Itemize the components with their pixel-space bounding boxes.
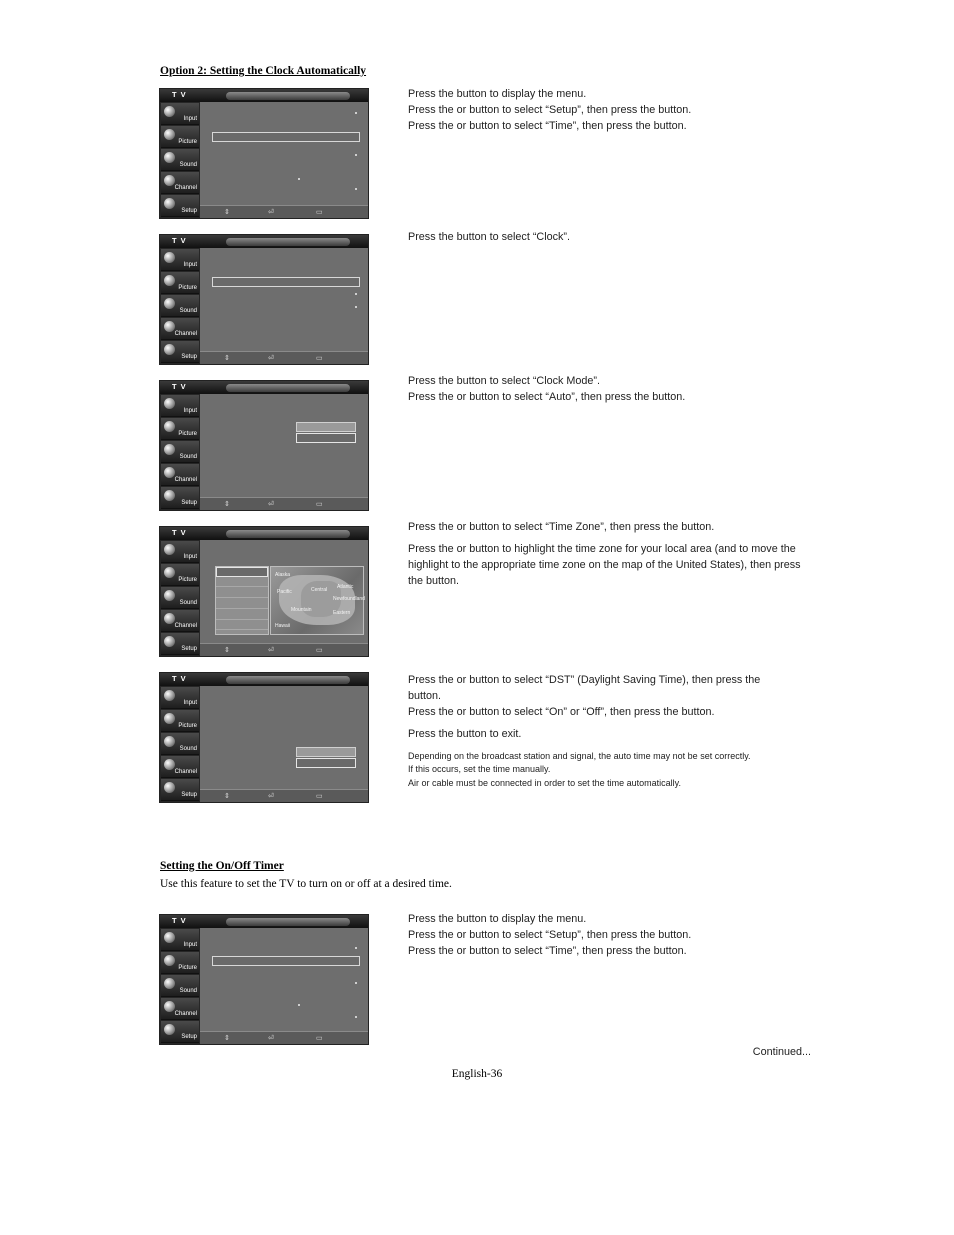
return-icon: ▭ [316,501,323,508]
note-line: Air or cable must be connected in order to set the time automatically. [408,778,681,788]
tv-menu-item-setup [161,487,199,509]
tv-menu-item-label: Input [183,700,197,706]
tv-menu-header [160,381,368,394]
time-zone-list-selected [216,567,268,577]
tv-menu-sidebar [160,248,200,364]
tv-menu-sidebar [160,394,200,510]
map-label: Newfoundland [333,596,365,602]
tv-menu-item-label: Channel [174,1011,197,1017]
tv-menu-header [160,673,368,686]
map-label: Mountain [291,607,312,613]
tv-menu-footer [200,643,368,657]
section-title-timer: Setting the On/Off Timer [160,860,284,872]
option-box-selected [296,433,356,443]
tv-menu-label: T V [172,382,187,391]
tv-menu-item-channel [161,464,199,486]
step-block-5-exit [408,727,818,743]
sound-icon [164,590,175,601]
step-block-6 [408,912,818,959]
input-icon [164,932,175,943]
tv-menu-item-setup [161,195,199,217]
tv-menu-content [200,686,368,789]
tv-menu-item-setup [161,1021,199,1043]
tv-menu-item-label: Sound [179,162,197,168]
tv-menu-item-input [161,541,199,563]
tv-menu-content [200,928,368,1031]
setup-icon [164,198,175,209]
note-line: If this occurs, set the time manually. [408,763,551,774]
tv-menu-item-label: Picture [178,577,197,583]
move-icon: ⇕ [224,209,230,216]
sound-icon [164,978,175,989]
option-box-selected [296,758,356,768]
tv-menu-screenshot [159,88,369,219]
tv-menu-item-input [161,687,199,709]
note-block [408,750,818,790]
sound-icon [164,736,175,747]
tv-menu-footer [200,789,368,803]
input-icon [164,398,175,409]
tv-menu-label: T V [172,90,187,99]
tv-menu-item-label: Sound [179,988,197,994]
tv-menu-item-input [161,929,199,951]
tv-menu-item-label: Channel [174,623,197,629]
tv-menu-footer [200,1031,368,1045]
time-zone-list-row [216,629,268,630]
channel-icon [164,759,175,770]
section-intro-timer: Use this feature to set the TV to turn on or off at a desired time. [160,878,452,890]
channel-icon [164,613,175,624]
tv-menu-item-label: Picture [178,723,197,729]
tv-menu-item-picture [161,564,199,586]
tv-menu-content [200,540,368,643]
map-label: Central [311,587,328,593]
menu-dot [355,982,357,984]
tv-menu-item-label: Input [183,942,197,948]
tv-menu-title-bar [226,918,350,926]
tv-menu-item-channel [161,610,199,632]
tv-menu-item-label: Picture [178,139,197,145]
step-block-5 [408,673,818,720]
tv-menu-title-bar [226,676,350,684]
tv-menu-sidebar [160,102,200,218]
menu-dot [355,947,357,949]
tv-menu-item-label: Sound [179,746,197,752]
tv-menu-item-setup [161,341,199,363]
menu-highlight-bar [212,277,360,287]
tv-menu-item-channel [161,756,199,778]
tv-menu-item-channel [161,172,199,194]
picture-icon [164,421,175,432]
picture-icon [164,129,175,140]
tv-menu-item-picture [161,418,199,440]
step-line: Press the or button to select “Time”, then press the button. [408,944,687,957]
menu-highlight-bar [212,956,360,966]
tv-menu-title-bar [226,238,350,246]
tv-menu-item-picture [161,952,199,974]
return-icon: ▭ [316,793,323,800]
sound-icon [164,152,175,163]
tv-menu-item-picture [161,272,199,294]
channel-icon [164,175,175,186]
tv-menu-content [200,248,368,351]
option-box [296,747,356,757]
tv-menu-footer [200,205,368,219]
tv-menu-item-label: Setup [181,500,197,506]
tv-menu-item-channel [161,318,199,340]
tv-menu-screenshot [159,914,369,1045]
menu-highlight-bar [212,132,360,142]
tv-menu-item-label: Channel [174,477,197,483]
tv-menu-item-label: Setup [181,354,197,360]
tv-menu-header [160,89,368,102]
input-icon [164,106,175,117]
step-line: Press the button to select “Clock”. [408,231,571,243]
tv-menu-item-label: Picture [178,285,197,291]
tv-menu-label: T V [172,674,187,683]
step-line: button. [408,689,442,702]
return-icon: ▭ [316,209,323,216]
tv-menu-content [200,102,368,205]
tv-menu-item-setup [161,779,199,801]
picture-icon [164,275,175,286]
tv-menu-item-label: Sound [179,454,197,460]
tv-menu-item-input [161,103,199,125]
tv-menu-sidebar [160,540,200,656]
step-line: Press the or button to select “Auto”, then press the button. [408,390,686,403]
time-zone-list-row [216,597,268,598]
setup-icon [164,344,175,355]
step-block-1 [408,87,818,134]
tv-menu-screenshot [159,672,369,803]
time-zone-map [270,566,364,635]
tv-menu-item-picture [161,126,199,148]
menu-dot [355,293,357,295]
setup-icon [164,490,175,501]
enter-icon: ⏎ [268,793,274,800]
return-icon: ▭ [316,1035,323,1042]
map-label: Alaska [275,572,291,578]
tv-menu-item-label: Input [183,116,197,122]
tv-menu-item-setup [161,633,199,655]
setup-icon [164,1024,175,1035]
enter-icon: ⏎ [268,1035,274,1042]
time-zone-list [215,566,269,635]
step-line: Press the or button to select “On” or “Off”, then press the button. [408,705,715,718]
menu-dot [355,306,357,308]
tv-menu-item-label: Setup [181,208,197,214]
map-label: Pacific [277,589,292,595]
tv-menu-header [160,527,368,540]
tv-menu-item-label: Channel [174,331,197,337]
step-line: Press the or button to select “Time Zone”, then press the button. [408,521,715,533]
step-line: Press the button to exit. [408,728,522,740]
channel-icon [164,467,175,478]
tv-menu-item-label: Channel [174,769,197,775]
step-line: Press the or button to highlight the time zone for your local area (and to move the highlight to the appropriate time zone on the map of the United States), then press the button. [408,543,801,587]
tv-menu-label: T V [172,236,187,245]
move-icon: ⇕ [224,1035,230,1042]
map-label: Atlantic [337,584,354,590]
tv-menu-footer [200,497,368,511]
enter-icon: ⏎ [268,647,274,654]
section-title-clock-auto: Option 2: Setting the Clock Automatically [160,65,367,77]
picture-icon [164,567,175,578]
tv-menu-header [160,915,368,928]
continued-label: Continued... [752,1046,811,1058]
menu-dot [355,154,357,156]
tv-menu-label: T V [172,528,187,537]
step-block-3 [408,374,818,406]
move-icon: ⇕ [224,793,230,800]
tv-menu-item-input [161,249,199,271]
tv-menu-item-label: Sound [179,308,197,314]
tv-menu-header [160,235,368,248]
tv-menu-title-bar [226,92,350,100]
input-icon [164,252,175,263]
tv-menu-item-label: Picture [178,965,197,971]
tv-menu-title-bar [226,384,350,392]
step-line: Press the button to display the menu. [408,88,587,100]
step-line: Press the or button to select “Time”, then press the button. [408,119,687,132]
tv-menu-item-sound [161,733,199,755]
menu-dot [355,1016,357,1018]
page-number: English-36 [451,1068,503,1080]
tv-menu-item-sound [161,975,199,997]
option-box [296,422,356,432]
tv-menu-footer [200,351,368,365]
tv-menu-item-channel [161,998,199,1020]
map-label: Eastern [333,610,351,616]
step-line: Press the button to display the menu. [408,913,587,925]
note-line: Depending on the broadcast station and signal, the auto time may not be set correctly. [408,751,751,761]
tv-menu-title-bar [226,530,350,538]
tv-menu-item-sound [161,149,199,171]
enter-icon: ⏎ [268,209,274,216]
time-zone-list-row [216,586,268,587]
tv-menu-item-sound [161,587,199,609]
menu-dot [298,1004,300,1006]
tv-menu-item-label: Input [183,408,197,414]
tv-menu-item-label: Setup [181,646,197,652]
tv-menu-item-input [161,395,199,417]
move-icon: ⇕ [224,647,230,654]
tv-menu-item-label: Input [183,554,197,560]
step-line: Press the or button to select “Setup”, then press the button. [408,928,692,941]
sound-icon [164,444,175,455]
step-line: Press the button to select “Clock Mode”. [408,375,601,387]
tv-menu-item-label: Picture [178,431,197,437]
input-icon [164,690,175,701]
time-zone-list-row [216,619,268,620]
menu-dot [298,178,300,180]
picture-icon [164,713,175,724]
tv-menu-sidebar [160,928,200,1044]
input-icon [164,544,175,555]
tv-menu-item-label: Channel [174,185,197,191]
tv-menu-content [200,394,368,497]
channel-icon [164,321,175,332]
enter-icon: ⏎ [268,501,274,508]
map-label: Hawaii [275,623,291,629]
tv-menu-screenshot [159,380,369,511]
step-line: Press the or button to select “Setup”, then press the button. [408,103,692,116]
return-icon: ▭ [316,355,323,362]
tv-menu-item-label: Setup [181,1034,197,1040]
tv-menu-item-picture [161,710,199,732]
tv-menu-item-label: Setup [181,792,197,798]
picture-icon [164,955,175,966]
move-icon: ⇕ [224,355,230,362]
tv-menu-label: T V [172,916,187,925]
move-icon: ⇕ [224,501,230,508]
channel-icon [164,1001,175,1012]
time-zone-list-row [216,608,268,609]
tv-menu-item-label: Input [183,262,197,268]
tv-menu-sidebar [160,686,200,802]
tv-menu-item-label: Sound [179,600,197,606]
sound-icon [164,298,175,309]
step-line: Press the or button to select “DST” (Daylight Saving Time), then press the [408,674,761,686]
menu-dot [355,112,357,114]
enter-icon: ⏎ [268,355,274,362]
tv-menu-screenshot [159,234,369,365]
setup-icon [164,636,175,647]
tv-menu-item-sound [161,295,199,317]
tv-menu-item-sound [161,441,199,463]
return-icon: ▭ [316,647,323,654]
step-block-2 [408,230,818,246]
step-block-4 [408,520,818,536]
step-block-4b [408,542,803,589]
tv-menu-screenshot [159,526,369,657]
menu-dot [355,188,357,190]
setup-icon [164,782,175,793]
